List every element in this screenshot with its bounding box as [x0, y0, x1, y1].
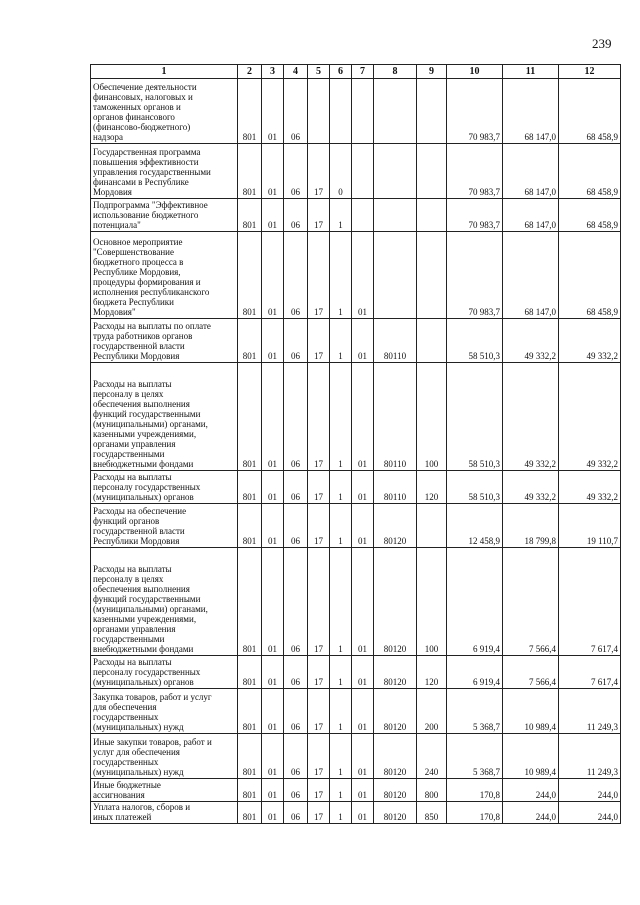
row-name-cell: Иные бюджетные ассигнования — [91, 779, 238, 802]
table-row — [91, 79, 621, 144]
cell-col-8: 80110 — [374, 363, 417, 471]
cell-col-7 — [352, 199, 374, 232]
cell-col-10: 170,8 — [447, 802, 503, 824]
budget-table — [90, 64, 621, 824]
cell-col-8 — [374, 144, 417, 199]
cell-col-12: 244,0 — [559, 802, 621, 824]
cell-col-4: 06 — [284, 734, 308, 779]
cell-col-9 — [417, 504, 447, 548]
cell-col-11: 49 332,2 — [503, 363, 559, 471]
row-name-cell: Уплата налогов, сборов и иных платежей — [91, 802, 238, 824]
cell-col-10: 5 368,7 — [447, 734, 503, 779]
cell-col-9 — [417, 319, 447, 363]
cell-col-9: 850 — [417, 802, 447, 824]
column-header-8: 8 — [374, 65, 417, 79]
row-name-cell: Расходы на выплаты по оплате труда работников органов государственной власти Республики Мордовия — [91, 319, 238, 363]
row-name-cell: Расходы на выплаты персоналу в целях обеспечения выполнения функций государственными (муниципальными) органами, казенными учреждениями, органами управления государственными внебюджетными фондами — [91, 363, 238, 471]
cell-col-5 — [308, 79, 330, 144]
page-number: 239 — [592, 36, 612, 51]
cell-col-7: 01 — [352, 734, 374, 779]
cell-col-11: 244,0 — [503, 779, 559, 802]
row-name-cell: Государственная программа повышения эффективности управления государственными финансами в Республике Мордовия — [91, 144, 238, 199]
cell-col-2: 801 — [238, 504, 262, 548]
table-row — [91, 689, 621, 734]
cell-col-2: 801 — [238, 689, 262, 734]
table-row — [91, 504, 621, 548]
cell-col-2: 801 — [238, 363, 262, 471]
cell-col-11: 7 566,4 — [503, 548, 559, 656]
table-row — [91, 734, 621, 779]
cell-col-6: 1 — [330, 548, 352, 656]
cell-col-9 — [417, 79, 447, 144]
cell-col-11: 68 147,0 — [503, 232, 559, 319]
cell-col-4: 06 — [284, 504, 308, 548]
cell-col-5: 17 — [308, 363, 330, 471]
cell-col-6: 0 — [330, 144, 352, 199]
cell-col-6 — [330, 79, 352, 144]
cell-col-5: 17 — [308, 779, 330, 802]
cell-col-10: 5 368,7 — [447, 689, 503, 734]
column-header-2: 2 — [238, 65, 262, 79]
cell-col-3: 01 — [262, 802, 284, 824]
cell-col-12: 7 617,4 — [559, 656, 621, 689]
cell-col-7: 01 — [352, 363, 374, 471]
cell-col-10: 70 983,7 — [447, 232, 503, 319]
cell-col-12: 49 332,2 — [559, 363, 621, 471]
cell-col-10: 58 510,3 — [447, 319, 503, 363]
cell-col-11: 49 332,2 — [503, 319, 559, 363]
cell-col-3: 01 — [262, 504, 284, 548]
cell-col-4: 06 — [284, 199, 308, 232]
cell-col-3: 01 — [262, 319, 284, 363]
cell-col-12: 7 617,4 — [559, 548, 621, 656]
cell-col-2: 801 — [238, 734, 262, 779]
cell-col-8 — [374, 79, 417, 144]
cell-col-6: 1 — [330, 734, 352, 779]
column-header-3: 3 — [262, 65, 284, 79]
cell-col-6: 1 — [330, 471, 352, 504]
cell-col-5: 17 — [308, 504, 330, 548]
cell-col-2: 801 — [238, 199, 262, 232]
cell-col-9: 240 — [417, 734, 447, 779]
cell-col-3: 01 — [262, 232, 284, 319]
cell-col-7: 01 — [352, 232, 374, 319]
cell-col-7: 01 — [352, 656, 374, 689]
cell-col-11: 68 147,0 — [503, 79, 559, 144]
cell-col-2: 801 — [238, 802, 262, 824]
cell-col-6: 1 — [330, 504, 352, 548]
cell-col-4: 06 — [284, 656, 308, 689]
cell-col-8: 80120 — [374, 802, 417, 824]
cell-col-10: 70 983,7 — [447, 79, 503, 144]
cell-col-6: 1 — [330, 199, 352, 232]
cell-col-11: 7 566,4 — [503, 656, 559, 689]
cell-col-4: 06 — [284, 363, 308, 471]
row-name-cell: Расходы на обеспечение функций органов государственной власти Республики Мордовия — [91, 504, 238, 548]
cell-col-2: 801 — [238, 319, 262, 363]
cell-col-9 — [417, 199, 447, 232]
cell-col-4: 06 — [284, 471, 308, 504]
cell-col-8: 80120 — [374, 734, 417, 779]
cell-col-11: 68 147,0 — [503, 199, 559, 232]
row-name-cell: Иные закупки товаров, работ и услуг для обеспечения государственных (муниципальных) нужд — [91, 734, 238, 779]
cell-col-11: 18 799,8 — [503, 504, 559, 548]
cell-col-6: 1 — [330, 319, 352, 363]
cell-col-4: 06 — [284, 802, 308, 824]
cell-col-4: 06 — [284, 232, 308, 319]
column-header-11: 11 — [503, 65, 559, 79]
row-name-cell: Основное мероприятие "Совершенствование бюджетного процесса в Республике Мордовия, процедуры формирования и исполнения республиканского бюджета Республики Мордовия" — [91, 232, 238, 319]
cell-col-6: 1 — [330, 232, 352, 319]
cell-col-7: 01 — [352, 802, 374, 824]
cell-col-3: 01 — [262, 779, 284, 802]
column-header-7: 7 — [352, 65, 374, 79]
row-name-cell: Подпрограмма "Эффективное использование бюджетного потенциала" — [91, 199, 238, 232]
cell-col-11: 10 989,4 — [503, 689, 559, 734]
cell-col-4: 06 — [284, 144, 308, 199]
cell-col-10: 70 983,7 — [447, 199, 503, 232]
cell-col-6: 1 — [330, 779, 352, 802]
cell-col-9 — [417, 232, 447, 319]
table-header-row — [91, 65, 621, 79]
table-row — [91, 779, 621, 802]
cell-col-10: 58 510,3 — [447, 471, 503, 504]
cell-col-7: 01 — [352, 689, 374, 734]
cell-col-2: 801 — [238, 79, 262, 144]
cell-col-7: 01 — [352, 504, 374, 548]
cell-col-7: 01 — [352, 471, 374, 504]
cell-col-10: 6 919,4 — [447, 656, 503, 689]
cell-col-9: 120 — [417, 471, 447, 504]
cell-col-4: 06 — [284, 689, 308, 734]
cell-col-12: 68 458,9 — [559, 199, 621, 232]
row-name-cell: Расходы на выплаты персоналу в целях обеспечения выполнения функций государственными (муниципальными) органами, казенными учреждениями, органами управления государственными внебюджетными фондами — [91, 548, 238, 656]
cell-col-12: 11 249,3 — [559, 689, 621, 734]
cell-col-12: 244,0 — [559, 779, 621, 802]
cell-col-10: 12 458,9 — [447, 504, 503, 548]
table-row — [91, 199, 621, 232]
cell-col-8 — [374, 232, 417, 319]
table-row — [91, 144, 621, 199]
cell-col-8: 80120 — [374, 656, 417, 689]
row-name-cell: Обеспечение деятельности финансовых, налоговых и таможенных органов и органов финансового (финансово-бюджетного) надзора — [91, 79, 238, 144]
cell-col-5: 17 — [308, 232, 330, 319]
cell-col-6: 1 — [330, 363, 352, 471]
cell-col-2: 801 — [238, 232, 262, 319]
table-row — [91, 232, 621, 319]
cell-col-9: 800 — [417, 779, 447, 802]
cell-col-8: 80120 — [374, 779, 417, 802]
cell-col-4: 06 — [284, 79, 308, 144]
cell-col-5: 17 — [308, 319, 330, 363]
cell-col-3: 01 — [262, 363, 284, 471]
table-row — [91, 319, 621, 363]
cell-col-4: 06 — [284, 319, 308, 363]
cell-col-3: 01 — [262, 548, 284, 656]
cell-col-9: 100 — [417, 363, 447, 471]
cell-col-5: 17 — [308, 199, 330, 232]
cell-col-5: 17 — [308, 802, 330, 824]
table-row — [91, 471, 621, 504]
cell-col-2: 801 — [238, 779, 262, 802]
cell-col-5: 17 — [308, 548, 330, 656]
cell-col-11: 68 147,0 — [503, 144, 559, 199]
column-header-1: 1 — [91, 65, 238, 79]
row-name-cell: Расходы на выплаты персоналу государственных (муниципальных) органов — [91, 656, 238, 689]
cell-col-3: 01 — [262, 656, 284, 689]
row-name-cell: Расходы на выплаты персоналу государственных (муниципальных) органов — [91, 471, 238, 504]
cell-col-6: 1 — [330, 689, 352, 734]
table-row — [91, 548, 621, 656]
cell-col-4: 06 — [284, 548, 308, 656]
table-row — [91, 656, 621, 689]
cell-col-7: 01 — [352, 319, 374, 363]
cell-col-8: 80120 — [374, 504, 417, 548]
cell-col-11: 49 332,2 — [503, 471, 559, 504]
cell-col-9: 120 — [417, 656, 447, 689]
cell-col-10: 170,8 — [447, 779, 503, 802]
cell-col-9 — [417, 144, 447, 199]
row-name-cell: Закупка товаров, работ и услуг для обеспечения государственных (муниципальных) нужд — [91, 689, 238, 734]
cell-col-10: 58 510,3 — [447, 363, 503, 471]
cell-col-8: 80110 — [374, 471, 417, 504]
cell-col-5: 17 — [308, 656, 330, 689]
cell-col-12: 11 249,3 — [559, 734, 621, 779]
cell-col-8: 80110 — [374, 319, 417, 363]
cell-col-5: 17 — [308, 471, 330, 504]
cell-col-12: 19 110,7 — [559, 504, 621, 548]
cell-col-5: 17 — [308, 734, 330, 779]
table-row — [91, 802, 621, 824]
cell-col-12: 68 458,9 — [559, 79, 621, 144]
cell-col-8: 80120 — [374, 689, 417, 734]
cell-col-3: 01 — [262, 471, 284, 504]
column-header-6: 6 — [330, 65, 352, 79]
cell-col-7 — [352, 79, 374, 144]
cell-col-3: 01 — [262, 734, 284, 779]
cell-col-6: 1 — [330, 656, 352, 689]
cell-col-2: 801 — [238, 471, 262, 504]
cell-col-2: 801 — [238, 144, 262, 199]
cell-col-11: 10 989,4 — [503, 734, 559, 779]
cell-col-3: 01 — [262, 144, 284, 199]
cell-col-2: 801 — [238, 656, 262, 689]
cell-col-12: 49 332,2 — [559, 319, 621, 363]
column-header-5: 5 — [308, 65, 330, 79]
cell-col-7 — [352, 144, 374, 199]
column-header-10: 10 — [447, 65, 503, 79]
table-body — [91, 65, 621, 824]
column-header-9: 9 — [417, 65, 447, 79]
cell-col-10: 70 983,7 — [447, 144, 503, 199]
cell-col-2: 801 — [238, 548, 262, 656]
cell-col-4: 06 — [284, 779, 308, 802]
cell-col-10: 6 919,4 — [447, 548, 503, 656]
cell-col-9: 100 — [417, 548, 447, 656]
cell-col-12: 68 458,9 — [559, 232, 621, 319]
cell-col-9: 200 — [417, 689, 447, 734]
cell-col-3: 01 — [262, 199, 284, 232]
cell-col-11: 244,0 — [503, 802, 559, 824]
cell-col-12: 49 332,2 — [559, 471, 621, 504]
cell-col-8: 80120 — [374, 548, 417, 656]
cell-col-3: 01 — [262, 689, 284, 734]
column-header-4: 4 — [284, 65, 308, 79]
table-row — [91, 363, 621, 471]
cell-col-3: 01 — [262, 79, 284, 144]
column-header-12: 12 — [559, 65, 621, 79]
cell-col-8 — [374, 199, 417, 232]
cell-col-12: 68 458,9 — [559, 144, 621, 199]
cell-col-5: 17 — [308, 689, 330, 734]
cell-col-5: 17 — [308, 144, 330, 199]
cell-col-7: 01 — [352, 548, 374, 656]
cell-col-7: 01 — [352, 779, 374, 802]
cell-col-6: 1 — [330, 802, 352, 824]
